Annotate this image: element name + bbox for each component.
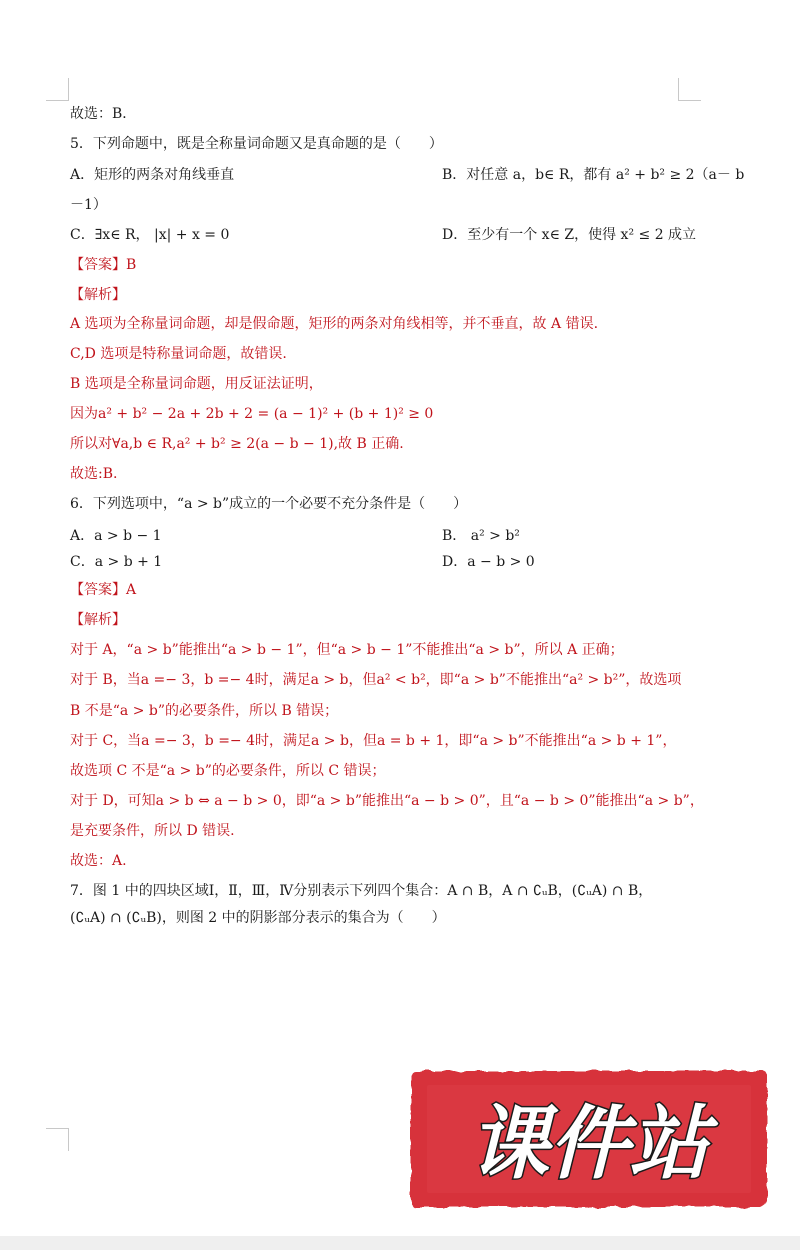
q5-analysis-line: C,D 选项是特称量词命题，故错误. [70, 346, 287, 362]
q5-option-a: A．矩形的两条对角线垂直 [70, 167, 235, 183]
q6-analysis-line: 对于 D，可知a > b ⇔ a − b > 0，即“a > b”能推出“a − b > 0”，且“a − b > 0”能推出“a > b”， [70, 793, 704, 809]
kejianzhan-logo [405, 1063, 773, 1213]
q5-analysis-line: 故选:B. [70, 466, 118, 482]
q5-option-b: B．对任意 a，b∈ R，都有 a² + b² ≥ 2（a－ b [442, 167, 745, 183]
q6-analysis-line: 对于 A，“a > b”能推出“a > b − 1”，但“a > b − 1”不能推出“a > b”，所以 A 正确； [70, 642, 624, 658]
q5-analysis-line: 所以对∀a,b ∈ R,a² + b² ≥ 2(a − b − 1),故 B 正确. [70, 436, 404, 452]
q5-option-row-1 [70, 165, 745, 185]
q6-analysis-label: 【解析】 [70, 612, 126, 628]
q6-stem: 6．下列选项中，“a > b”成立的一个必要不充分条件是（ ） [70, 496, 468, 512]
q7-stem-line-2: (∁ᵤA) ∩ (∁ᵤB)，则图 2 中的阴影部分表示的集合为（ ） [70, 910, 446, 926]
q6-option-c: C．a > b + 1 [70, 554, 163, 570]
q6-answer: 【答案】A [70, 582, 137, 598]
q6-option-row-2 [70, 552, 535, 572]
q5-option-c: C．∃x∈ R， |x| + x = 0 [70, 227, 230, 243]
q6-analysis-line: 是充要条件，所以 D 错误. [70, 823, 235, 839]
q6-option-d: D．a − b > 0 [442, 554, 535, 570]
q5-stem: 5．下列命题中，既是全称量词命题又是真命题的是（ ） [70, 136, 443, 152]
q4-conclusion: 故选：B． [70, 106, 137, 122]
q5-analysis-line: 因为a² + b² − 2a + 2b + 2 = (a − 1)² + (b + 1)² ≥ 0 [70, 406, 434, 422]
q5-analysis-line: B 选项是全称量词命题，用反证法证明， [70, 376, 323, 392]
q6-analysis-line: 对于 B，当a =− 3，b =− 4时，满足a > b，但a² < b²，即“a > b”不能推出“a² > b²”，故选项 [70, 672, 682, 688]
q5-analysis-line: A 选项为全称量词命题，却是假命题，矩形的两条对角线相等，并不垂直，故 A 错误. [70, 316, 599, 332]
corner-mark-top-left [46, 78, 69, 101]
q5-option-b-continued: －1） [70, 197, 107, 213]
q5-option-row-2 [70, 225, 697, 245]
q6-analysis-line: B 不是“a > b”的必要条件，所以 B 错误； [70, 703, 339, 719]
corner-mark-bottom-left [46, 1128, 69, 1151]
q7-stem-line-1: 7．图 1 中的四块区域Ⅰ，Ⅱ，Ⅲ，Ⅳ分别表示下列四个集合：A ∩ B，A ∩ ∁ᵤB，(∁ᵤA) ∩ B， [70, 883, 653, 899]
viewer-bottom-strip [0, 1236, 800, 1250]
q6-analysis-line: 故选：A. [70, 853, 127, 869]
logo-text: 课件站 [469, 1097, 709, 1190]
q5-option-d: D．至少有一个 x∈ Z，使得 x² ≤ 2 成立 [442, 227, 697, 243]
q5-answer: 【答案】B [70, 257, 137, 273]
q5-analysis-label: 【解析】 [70, 287, 126, 303]
q6-analysis-line: 故选项 C 不是“a > b”的必要条件，所以 C 错误； [70, 763, 386, 779]
q6-option-b: B． a² > b² [442, 528, 520, 544]
q6-option-a: A．a > b − 1 [70, 528, 162, 544]
q6-option-row-1 [70, 526, 520, 546]
corner-mark-top-right [678, 78, 701, 101]
q6-analysis-line: 对于 C，当a =− 3，b =− 4时，满足a > b，但a = b + 1，即“a > b”不能推出“a > b + 1”， [70, 733, 677, 749]
